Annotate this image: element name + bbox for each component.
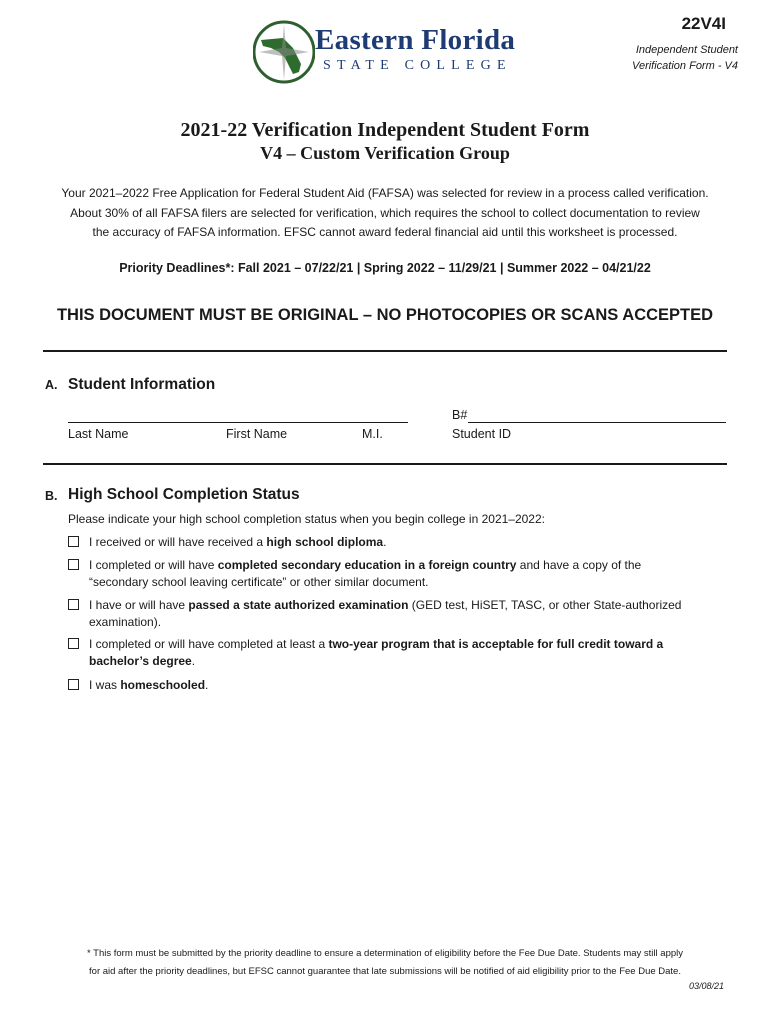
form-code: 22V4I (681, 14, 726, 33)
divider (43, 350, 727, 352)
college-logo (253, 18, 523, 86)
intro-line3: the accuracy of FAFSA information. EFSC cannot award federal financial aid until this worksheet is processed. (92, 225, 678, 239)
option-high-school-diploma[interactable] (68, 534, 728, 551)
intro-paragraph (40, 184, 730, 243)
option-text: I completed or will have completed at least a two-year program that is acceptable for full credit toward a bachelor’s degree. (89, 637, 664, 668)
intro-line2: About 30% of all FAFSA filers are selected for verification, which requires the school to collect documentation to review (70, 205, 700, 220)
checkbox[interactable] (68, 679, 79, 690)
footnote-line2: for aid after the priority deadlines, but EFSC cannot guarantee that late submissions will be notified of aid eligibility prior to the Fee Due Date. (89, 966, 681, 977)
page-subtitle: V4 – Custom Verification Group (260, 143, 510, 163)
option-homeschooled[interactable] (68, 677, 728, 694)
florida-map-icon (253, 18, 315, 86)
original-document-notice: THIS DOCUMENT MUST BE ORIGINAL – NO PHOTOCOPIES OR SCANS ACCEPTED (56, 306, 714, 324)
priority-deadline-footnote (30, 945, 740, 981)
checkbox[interactable] (68, 638, 79, 649)
option-text: I have or will have passed a state authorized examination (GED test, HiSET, TASC, or other State-authorized examination). (89, 598, 682, 629)
divider (43, 463, 727, 465)
student-id-label: Student ID (452, 427, 512, 441)
intro-line1: Your 2021–2022 Free Application for Federal Student Aid (FAFSA) was selected for review in a process called verification. (61, 186, 709, 200)
form-description-line2: Verification Form - V4 (632, 60, 738, 72)
option-foreign-education[interactable] (68, 557, 728, 591)
checkbox[interactable] (68, 559, 79, 570)
option-text: I completed or will have completed secondary education in a foreign country and have a copy of the “secondary school leaving certificate” or other similar document. (89, 558, 642, 589)
option-text: I was homeschooled. (89, 678, 209, 692)
b-number-prefix: B# (452, 408, 468, 422)
last-name-label: Last Name (68, 427, 129, 441)
form-description (598, 42, 738, 74)
student-id-input-line[interactable] (468, 422, 726, 423)
section-a-letter: A. (45, 378, 58, 392)
option-text: I received or will have received a high school diploma. (89, 535, 387, 549)
college-subname: STATE COLLEGE (323, 58, 512, 73)
first-name-label: First Name (226, 427, 288, 441)
revision-date: 03/08/21 (688, 981, 724, 991)
footnote-line1: * This form must be submitted by the priority deadline to ensure a determination of eligibility before the Fee Due Date. Students may still apply (87, 948, 683, 959)
checkbox[interactable] (68, 599, 79, 610)
form-description-line1: Independent Student (635, 44, 738, 56)
option-state-exam[interactable] (68, 597, 728, 631)
college-name: Eastern Florida (315, 24, 516, 56)
section-b-prompt: Please indicate your high school completion status when you begin college in 2021–2022: (68, 512, 545, 526)
page-title: 2021-22 Verification Independent Student Form (180, 119, 590, 141)
name-input-line[interactable] (68, 422, 408, 423)
section-b-title: High School Completion Status (68, 486, 300, 503)
option-two-year-program[interactable] (68, 636, 728, 670)
middle-initial-label: M.I. (362, 427, 383, 441)
section-a-title: Student Information (68, 376, 216, 393)
checkbox[interactable] (68, 536, 79, 547)
priority-deadlines: Priority Deadlines*: Fall 2021 – 07/22/21 | Spring 2022 – 11/29/21 | Summer 2022 – 04/21/22 (119, 261, 651, 275)
section-b-letter: B. (45, 489, 58, 503)
